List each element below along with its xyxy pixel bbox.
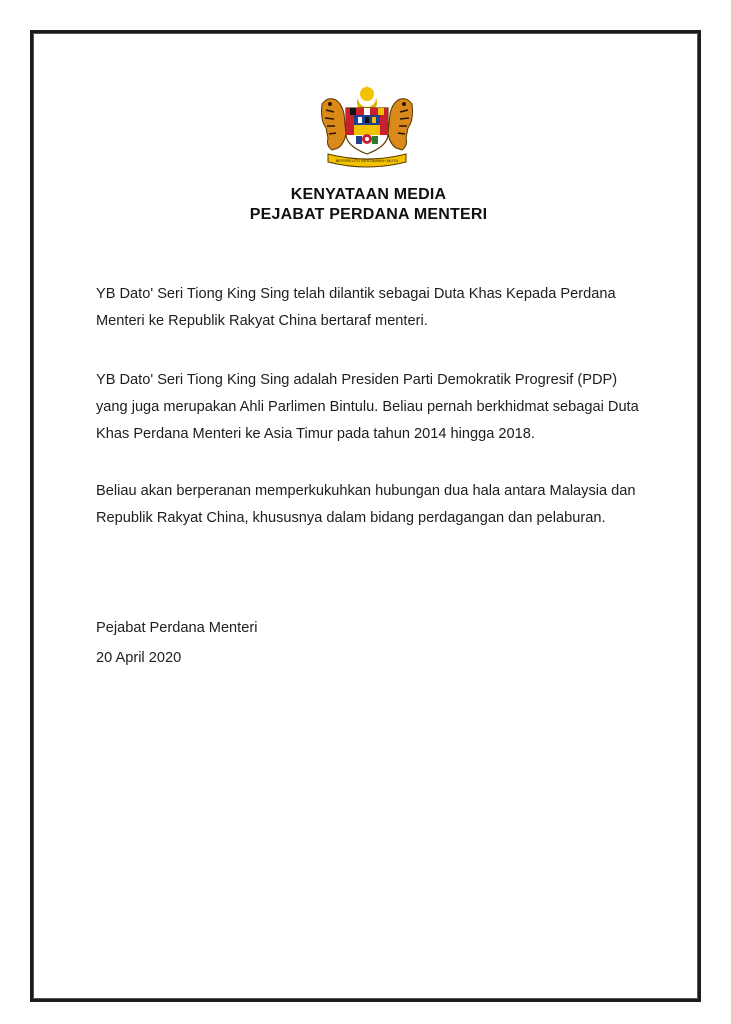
paragraph-line: yang juga merupakan Ahli Parlimen Bintulu. Beliau pernah berkhidmat sebagai Duta	[96, 399, 639, 415]
paragraph-line: Menteri ke Republik Rakyat China bertaraf menteri.	[96, 313, 428, 329]
paragraph-appointment	[96, 281, 656, 335]
malaysia-coat-of-arms-icon	[312, 84, 422, 168]
document-subtitle: PEJABAT PERDANA MENTERI	[249, 206, 488, 223]
paragraph-line: YB Dato' Seri Tiong King Sing adalah Presiden Parti Demokratik Progresif (PDP)	[96, 372, 618, 388]
paragraph-line: Republik Rakyat China, khususnya dalam bidang perdagangan dan pelaburan.	[96, 510, 606, 526]
paragraph-line: YB Dato' Seri Tiong King Sing telah dilantik sebagai Duta Khas Kepada Perdana	[96, 286, 616, 302]
document-title: KENYATAAN MEDIA	[290, 186, 447, 203]
paragraph-role	[96, 478, 656, 532]
paragraph-line: Khas Perdana Menteri ke Asia Timur pada tahun 2014 hingga 2018.	[96, 426, 535, 442]
signature-date: 20 April 2020	[96, 650, 182, 666]
signature-office: Pejabat Perdana Menteri	[96, 620, 258, 636]
paragraph-line: Beliau akan berperanan memperkukuhkan hubungan dua hala antara Malaysia dan	[96, 483, 636, 499]
paragraph-background	[96, 367, 656, 448]
motto-text: BERSEKUTU BERTAMBAH MUTU	[335, 158, 399, 163]
